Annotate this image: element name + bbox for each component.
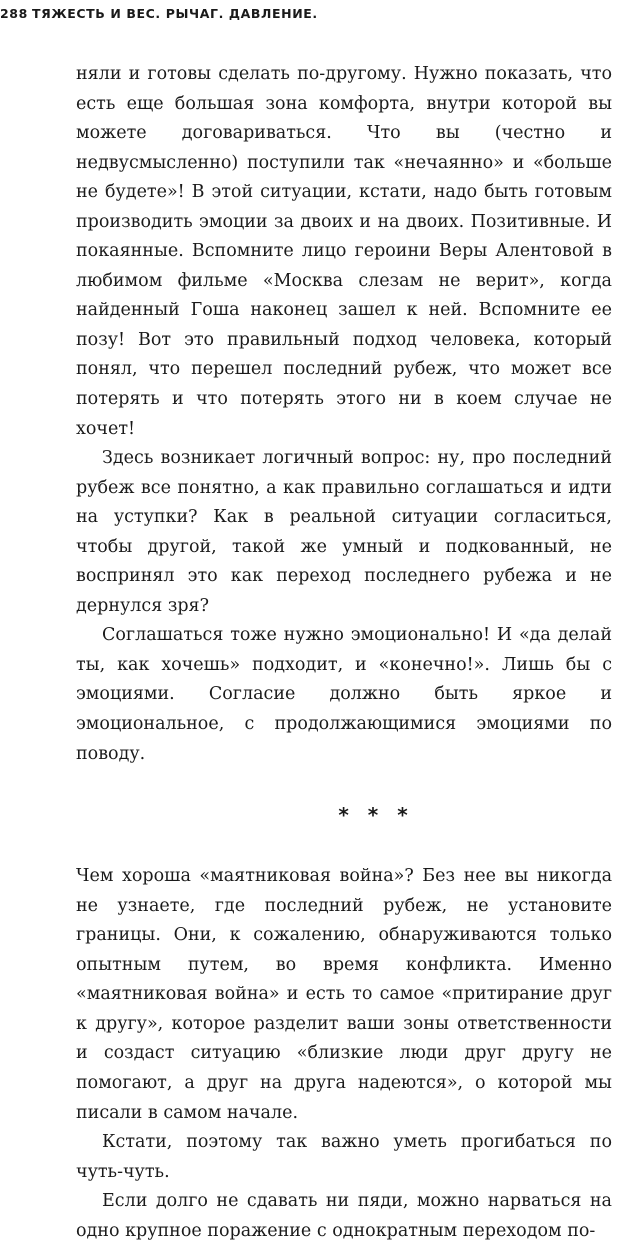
running-header bbox=[0, 6, 620, 26]
page-number: 288 bbox=[0, 6, 28, 21]
paragraph: Здесь возникает логичный вопрос: ну, про последний рубеж все понятно, а как правильно соглашаться и идти на уступки? Как в реальной ситуации согласиться, чтобы другой, такой же умный и подкованный, не воспринял это как переход последнего рубежа и не дернулся зря? bbox=[76, 448, 612, 616]
running-title: ТЯЖЕСТЬ И ВЕС. РЫЧАГ. ДАВЛЕНИЕ. bbox=[32, 6, 318, 21]
body-text bbox=[76, 60, 612, 1246]
paragraph: Соглашаться тоже нужно эмоционально! И «да делай ты, как хочешь» подходит, и «конечно!». Лишь бы с эмоциями. Согласие должно быть яркое и эмоциональное, с продолжающимися эмоциями по поводу. bbox=[76, 625, 612, 764]
paragraph: няли и готовы сделать по-другому. Нужно показать, что есть еще большая зона комфорта, внутри которой вы можете договариваться. Что вы (честно и недвусмысленно) поступили так «нечаянно» и «больше не будете»! В этой ситуации, кстати, надо быть готовым производить эмоции за двоих и на двоих. Позитивные. И покаянные. Вспомните лицо героини Веры Алентовой в любимом фильме «Москва слезам не верит», когда найденный Гоша наконец зашел к ней. Вспомните ее позу! Вот это правильный подход человека, который понял, что перешел последний рубеж, что может все потерять и что потерять этого ни в коем случае не хочет! bbox=[76, 64, 612, 439]
section-separator: * * * bbox=[338, 803, 414, 828]
paragraph: Если долго не сдавать ни пяди, можно нарваться на одно крупное поражение с однократным переходом по- bbox=[76, 1191, 612, 1241]
paragraph: Чем хороша «маятниковая война»? Без нее вы никогда не узнаете, где последний рубеж, не установите границы. Они, к сожалению, обнаруживаются только опытным путем, во время конфликта. Именно «маятниковая война» и есть то самое «притирание друг к другу», которое разделит ваши зоны ответственности и создаст ситуацию «близкие люди друг другу не помогают, а друг на друга надеются», о которой мы писали в самом начале. bbox=[76, 866, 612, 1123]
paragraph: Кстати, поэтому так важно уметь прогибаться по чуть-чуть. bbox=[76, 1132, 612, 1182]
